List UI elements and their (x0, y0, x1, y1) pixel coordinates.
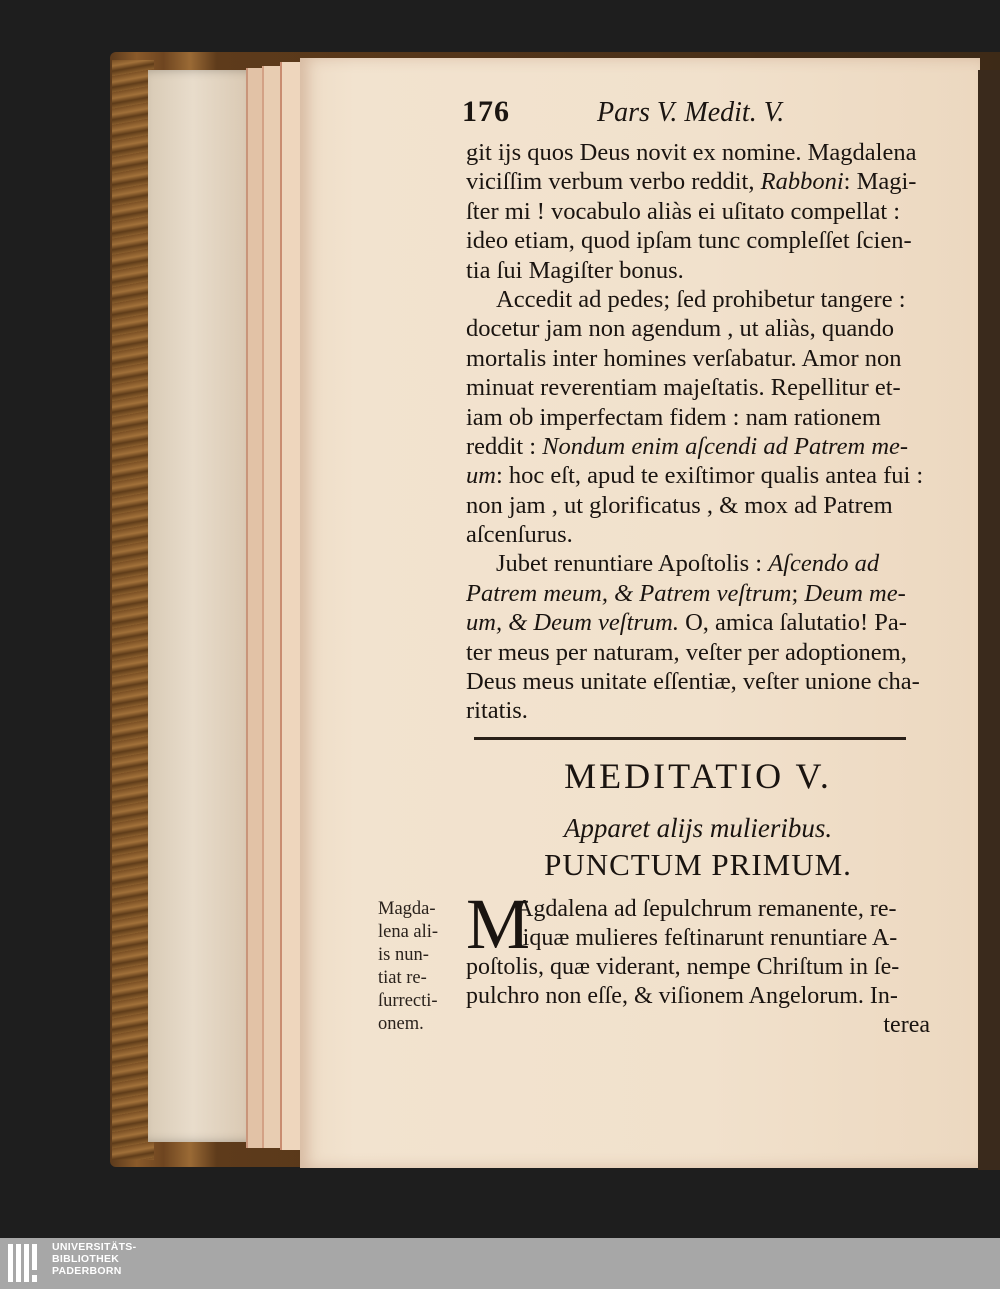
page-header (462, 95, 932, 135)
text-line: aſcenſurus. (466, 521, 573, 549)
text-line: viciſſim verbum verbo reddit, Rabboni: Magi- (466, 168, 917, 196)
text-line: pulchro non eſſe, & viſionem Angelorum. In- (466, 983, 898, 1009)
endpaper (148, 70, 260, 1142)
text-line: Agdalena ad ſepulchrum remanente, re- (516, 896, 897, 922)
marginal-note-line: ſurrecti- (378, 991, 438, 1011)
text-line: non jam , ut glorificatus , & mox ad Patrem (466, 491, 893, 519)
library-name: UNIVERSITÄTS- BIBLIOTHEK PADERBORN (52, 1241, 137, 1277)
text-line: poſtolis, quæ viderant, nempe Chriſtum in ſe- (466, 954, 900, 980)
marginal-note-line: tiat re- (378, 968, 427, 988)
text-line: ritatis. (466, 697, 528, 725)
text-line: docetur jam non agendum , ut aliàs, quando (466, 315, 894, 343)
text-line: terea (883, 1012, 930, 1038)
text-line: Jubet renuntiare Apoſtolis : Aſcendo ad (496, 550, 880, 578)
page-number: 176 (462, 95, 510, 128)
drop-cap: M (466, 884, 531, 964)
text-line: reddit : Nondum enim aſcendi ad Patrem me- (466, 432, 909, 460)
text-line: um, & Deum veſtrum. O, amica ſalutatio! Pa- (466, 609, 907, 637)
text-line: ſter mi ! vocabulo aliàs ei uſitato compellat : (466, 197, 901, 225)
marginal-note-line: lena ali- (378, 922, 439, 942)
marginal-note-line: Magda- (378, 899, 436, 919)
marginal-note-line: onem. (378, 1014, 424, 1034)
text-line: ter meus per naturam, veſter per adoptionem, (466, 638, 907, 666)
text-line: iam ob imperfectam fidem : nam rationem (466, 403, 881, 431)
text-block-1 (466, 138, 930, 726)
text-line: Patrem meum, & Patrem veſtrum; Deum me- (466, 579, 906, 607)
text-line: liquæ mulieres feſtinarunt renuntiare A- (516, 925, 898, 951)
text-line: um: hoc eſt, apud te exiſtimor qualis antea fui : (466, 462, 924, 490)
text-line: ideo etiam, quod ipſam tunc compleſſet ſcien- (466, 227, 912, 255)
meditation-subtitle: Apparet alijs mulieribus. (563, 813, 833, 843)
marginal-note-line: is nun- (378, 945, 429, 965)
right-edge (978, 70, 1000, 1170)
section-rule (474, 737, 906, 740)
running-head: Pars V. Medit. V. (597, 97, 785, 128)
text-line: mortalis inter homines verſabatur. Amor non (466, 344, 902, 372)
text-line: git ijs quos Deus novit ex nomine. Magdalena (466, 139, 917, 166)
meditation-title: MEDITATIO V. (564, 756, 832, 796)
text-line: Deus meus unitate eſſentiæ, veſter unione cha- (466, 668, 920, 696)
marginal-note (378, 898, 460, 1036)
library-footer (0, 1238, 1000, 1289)
point-heading: PUNCTUM PRIMUM. (544, 847, 852, 882)
text-line: tia ſui Magiſter bonus. (466, 256, 684, 284)
text-line: Accedit ad pedes; ſed prohibetur tangere : (496, 285, 906, 313)
text-line: minuat reverentiam majeſtatis. Repellitur et- (466, 374, 901, 402)
text-block-2 (466, 895, 930, 1040)
library-logo-icon (8, 1244, 48, 1284)
